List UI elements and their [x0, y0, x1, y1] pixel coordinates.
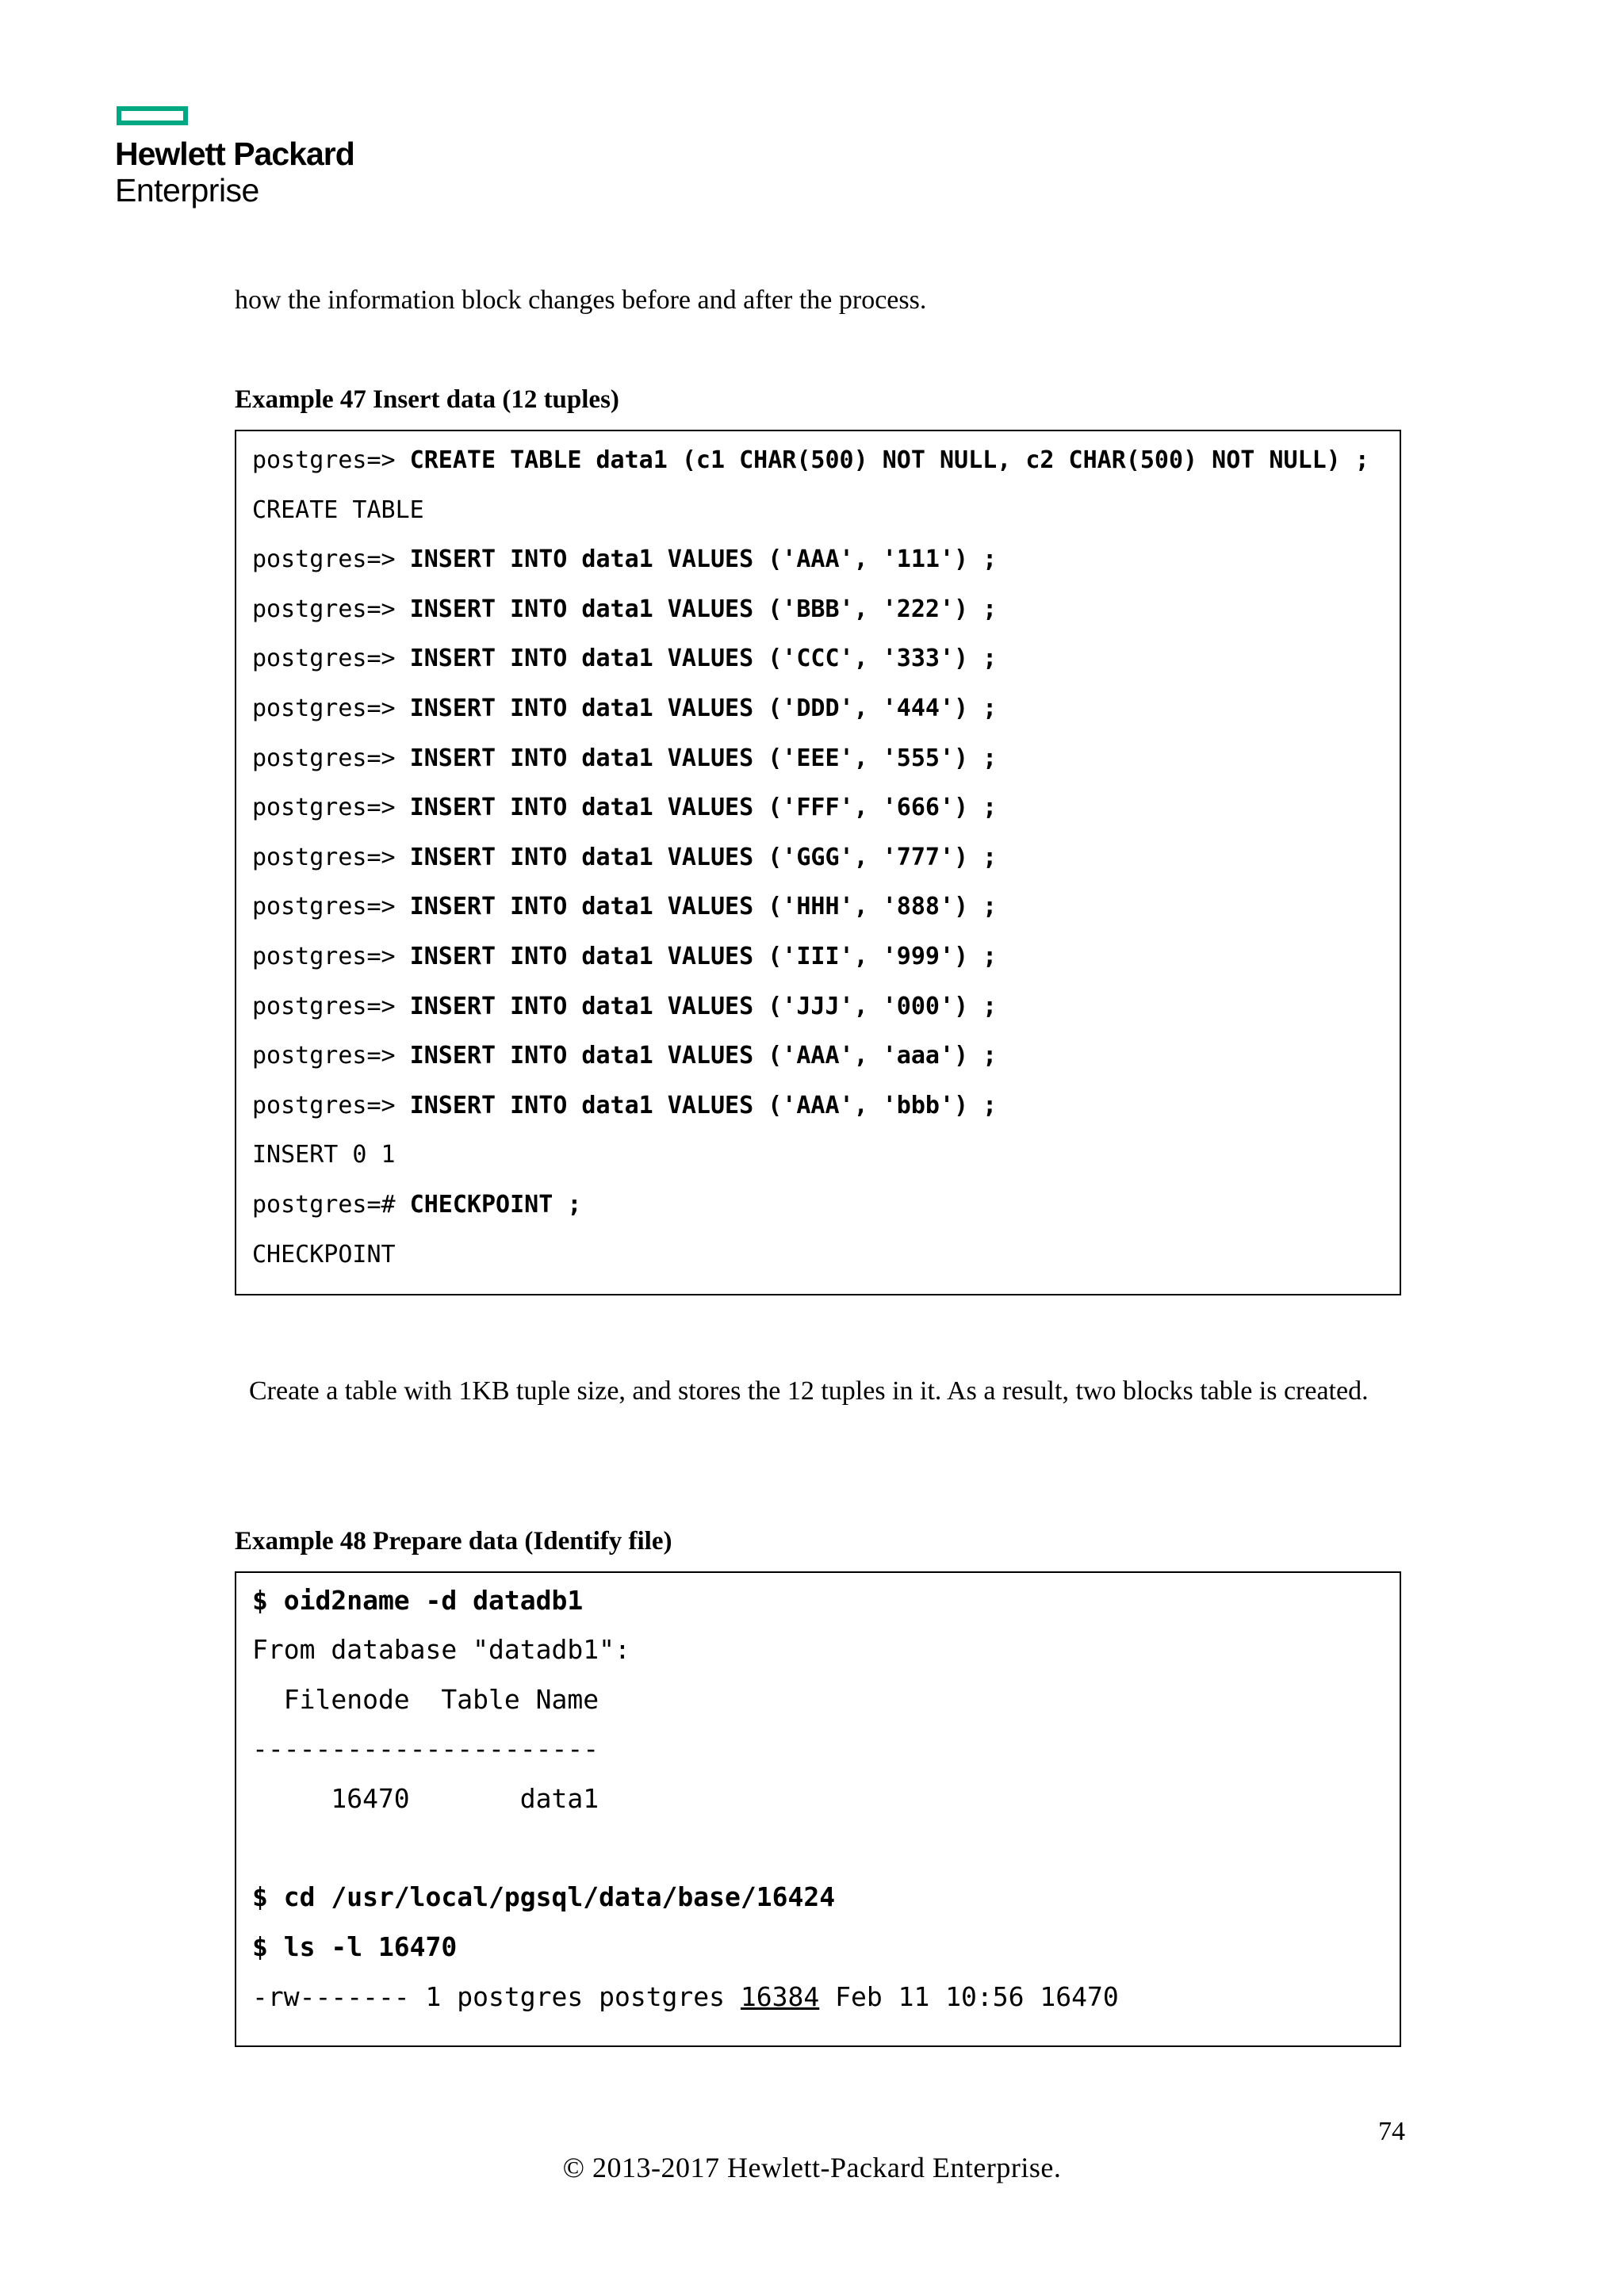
code-command: CREATE TABLE data1 (c1 CHAR(500) NOT NULL, c2 CHAR(500) NOT NULL) ;	[409, 446, 1369, 474]
ls-output-suffix: Feb 11 10:56 16470	[819, 1981, 1119, 2012]
code-command: INSERT INTO data1 VALUES ('BBB', '222') ;	[409, 595, 998, 623]
code-command: INSERT INTO data1 VALUES ('GGG', '777') ;	[409, 843, 998, 871]
code-line	[252, 697, 997, 721]
code-prompt: postgres=>	[252, 992, 410, 1020]
code-line	[252, 1240, 396, 1269]
code-line	[252, 496, 424, 524]
code-command: INSERT INTO data1 VALUES ('DDD', '444') ;	[409, 695, 998, 722]
code-command: INSERT INTO data1 VALUES ('III', '999') ;	[409, 943, 998, 970]
ls-output-prefix: -rw------- 1 postgres postgres	[252, 1981, 741, 2012]
logo-text-line2: Enterprise	[115, 172, 259, 209]
code-line	[252, 796, 997, 820]
code-line	[252, 945, 997, 969]
code-prompt: postgres=>	[252, 645, 410, 673]
code-command: INSERT INTO data1 VALUES ('CCC', '333') ;	[409, 645, 998, 673]
code-prompt: postgres=>	[252, 794, 410, 822]
page-number: 74	[1378, 2117, 1405, 2146]
code-command: INSERT INTO data1 VALUES ('HHH', '888') ;	[409, 893, 998, 921]
code-prompt: postgres=>	[252, 893, 410, 921]
code-line	[252, 1044, 997, 1068]
example48-code-box	[235, 1571, 1401, 2047]
code-command: INSERT INTO data1 VALUES ('EEE', '555') ;	[409, 744, 998, 772]
intro-text: how the information block changes before and after the process.	[235, 285, 927, 315]
code-prompt: postgres=#	[252, 1191, 410, 1219]
code-line-oid2name: $ oid2name -d datadb1	[252, 1585, 584, 1616]
code-command: INSERT INTO data1 VALUES ('JJJ', '000') ;	[409, 992, 998, 1020]
example47-caption: Example 47 Insert data (12 tuples)	[235, 385, 619, 414]
code-line-ls-output	[252, 1981, 1119, 2012]
code-command: CHECKPOINT ;	[409, 1191, 582, 1219]
hpe-logo	[115, 106, 369, 217]
code-line-ls: $ ls -l 16470	[252, 1931, 458, 1962]
code-line	[252, 595, 998, 623]
code-line	[252, 1091, 998, 1119]
code-line	[252, 1193, 581, 1217]
code-prompt: CHECKPOINT	[252, 1240, 396, 1269]
code-line-table-header: Filenode Table Name	[252, 1684, 599, 1715]
example47-code-box	[235, 430, 1401, 1295]
code-line	[252, 895, 997, 919]
code-prompt: postgres=>	[252, 695, 410, 722]
logo-text-line1: Hewlett Packard	[115, 136, 354, 172]
code-line	[252, 992, 998, 1020]
code-command: INSERT INTO data1 VALUES ('AAA', 'aaa') ;	[409, 1042, 998, 1070]
copyright-notice: © 2013-2017 Hewlett-Packard Enterprise.	[562, 2152, 1062, 2183]
hpe-logo-rectangle-icon	[117, 106, 188, 125]
code-prompt: INSERT 0 1	[252, 1141, 396, 1169]
code-command: INSERT INTO data1 VALUES ('FFF', '666') ;	[409, 794, 998, 822]
code-line	[252, 1143, 396, 1167]
code-line	[252, 843, 998, 871]
code-line-cd: $ cd /usr/local/pgsql/data/base/16424	[252, 1881, 836, 1912]
code-prompt: postgres=>	[252, 1091, 410, 1119]
code-prompt: postgres=>	[252, 1042, 410, 1070]
code-line	[252, 647, 997, 671]
code-prompt: postgres=>	[252, 446, 410, 474]
code-command: INSERT INTO data1 VALUES ('AAA', '111') ;	[409, 545, 998, 574]
code-prompt: CREATE TABLE	[252, 496, 424, 524]
code-prompt: postgres=>	[252, 843, 410, 871]
body-paragraph: Create a table with 1KB tuple size, and stores the 12 tuples in it. As a result, two blocks table is created.	[249, 1376, 1369, 1406]
code-line-separator: ----------------------	[252, 1733, 599, 1764]
code-line	[252, 744, 998, 772]
ls-output-file-size: 16384	[740, 1981, 820, 2012]
code-prompt: postgres=>	[252, 545, 410, 574]
example48-caption: Example 48 Prepare data (Identify file)	[235, 1527, 672, 1556]
code-line-table-row: 16470 data1	[252, 1783, 599, 1814]
code-prompt: postgres=>	[252, 595, 410, 623]
code-command: INSERT INTO data1 VALUES ('AAA', 'bbb') ;	[409, 1091, 998, 1119]
code-line-from-database: From database "datadb1":	[252, 1634, 630, 1665]
code-line	[252, 545, 998, 574]
code-prompt: postgres=>	[252, 943, 410, 970]
code-line	[252, 446, 1369, 474]
code-prompt: postgres=>	[252, 744, 410, 772]
